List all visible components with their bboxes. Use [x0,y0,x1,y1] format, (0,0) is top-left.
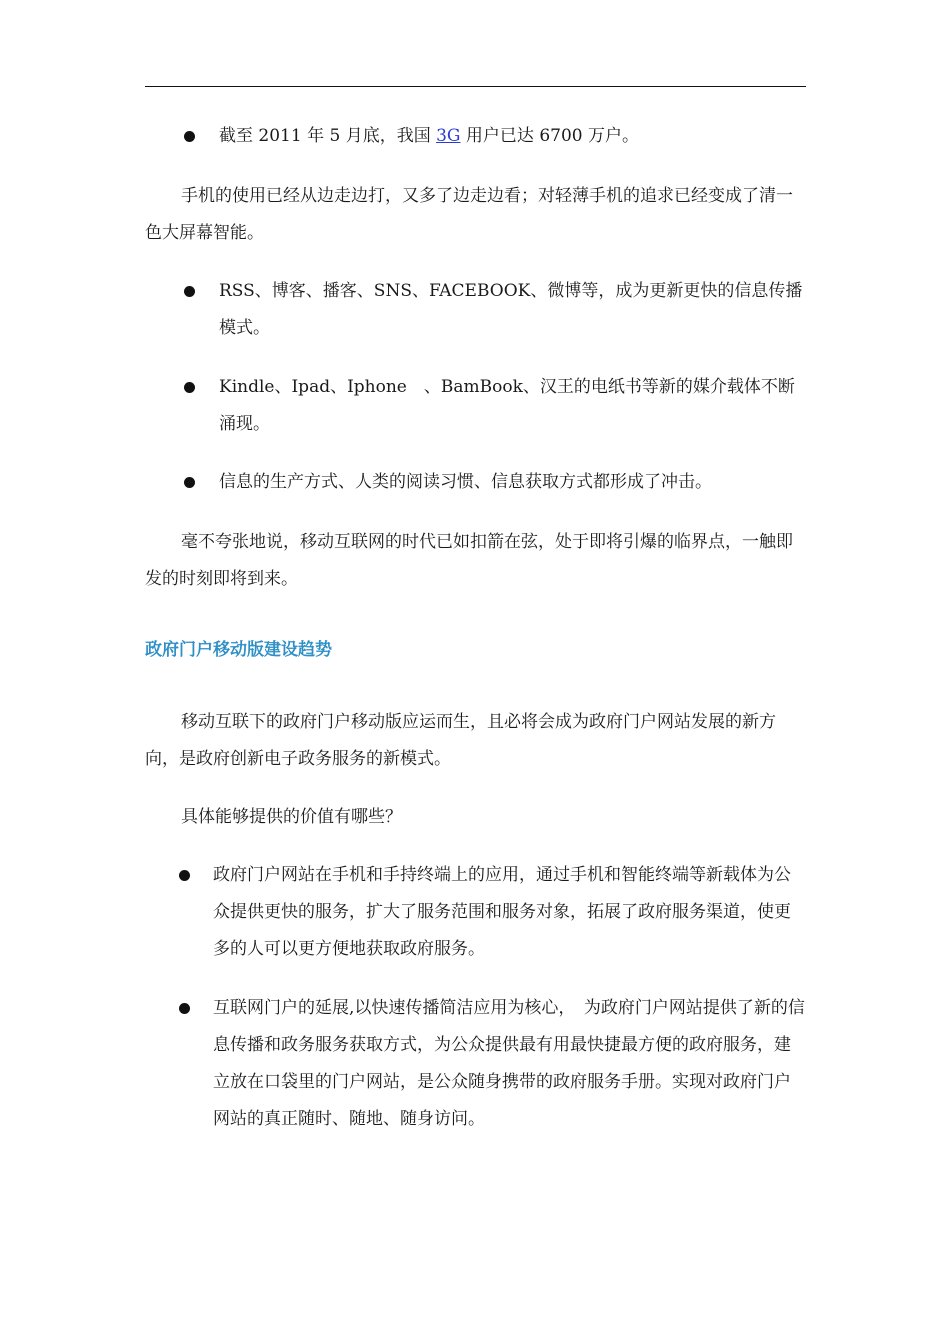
3g-link[interactable]: 3G [436,126,461,146]
bullet-item-rss [145,273,806,347]
bullet-dot-icon [184,477,195,488]
bullet-dot-icon [184,382,195,393]
bullet-item-impact [145,464,806,501]
bullet-text: 政府门户网站在手机和手持终端上的应用，通过手机和智能终端等新载体为公众提供更快的服务，扩大了服务范围和服务对象，拓展了政府服务渠道，使更多的人可以更方便地获取政府服务。 [213,865,791,959]
bullet-item-portal-extension [145,990,806,1138]
bullet-text: RSS、博客、播客、SNS、FACEBOOK、微博等，成为更新更快的信息传播模式。 [219,281,803,338]
paragraph-gov-portal: 移动互联下的政府门户移动版应运而生，且必将会成为政府门户网站发展的新方向，是政府创新电子政务服务的新模式。 [145,712,776,769]
header-rule [145,86,806,87]
paragraph-question: 具体能够提供的价值有哪些？ [181,807,402,827]
section-heading: 政府门户移动版建设趋势 [145,640,332,660]
bullet-item-devices [145,369,806,443]
bullet-text: 信息的生产方式、人类的阅读习惯、信息获取方式都形成了冲击。 [219,472,712,492]
bullet-text: 互联网门户的延展,以快速传播简洁应用为核心， 为政府门户网站提供了新的信息传播和政务服务获取方式，为公众提供最有用最快捷最方便的政府服务，建立放在口袋里的门户网站，是公众随身携带的政府服务手册。实现对政府门户网站的真正随时、随地、随身访问。 [213,998,805,1129]
bullet-dot-icon [179,870,190,881]
bullet-dot-icon [184,286,195,297]
paragraph-mobile-era: 毫不夸张地说，移动互联网的时代已如扣箭在弦，处于即将引爆的临界点，一触即发的时刻即将到来。 [145,532,793,589]
bullet-dot-icon [179,1003,190,1014]
paragraph-phone-usage: 手机的使用已经从边走边打，又多了边走边看；对轻薄手机的追求已经变成了清一色大屏幕智能。 [145,186,793,243]
bullet-item-3g-users [145,118,806,155]
bullet-text: 截至 2011 年 5 月底，我国 3G 用户已达 6700 万户。 [219,126,639,146]
bullet-text: Kindle、Ipad、Iphone 、BamBook、汉王的电纸书等新的媒介载体不断涌现。 [219,377,795,434]
bullet-item-portal-apps [145,857,806,968]
bullet-dot-icon [184,131,195,142]
